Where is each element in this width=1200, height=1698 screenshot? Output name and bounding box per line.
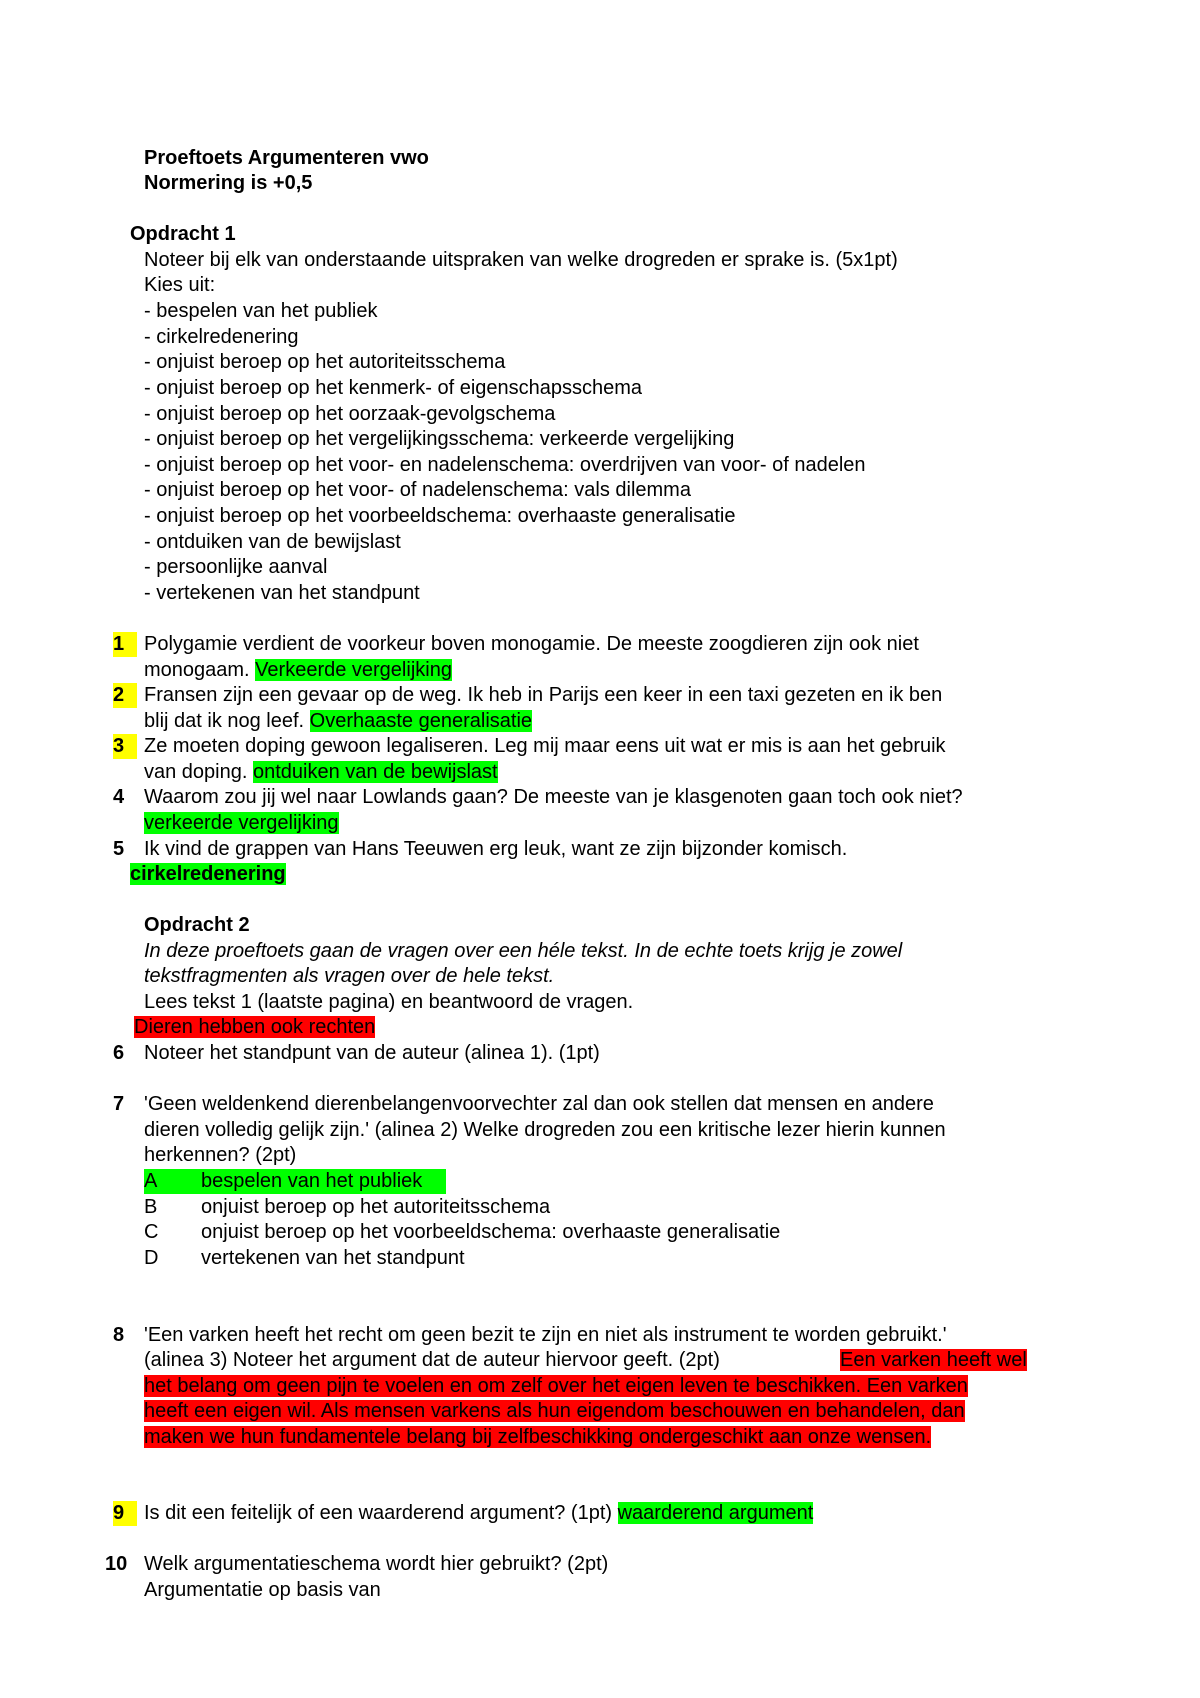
choice-letter: B [144, 1196, 158, 1218]
option-item: - onjuist beroep op het autoriteitsschema [144, 351, 506, 373]
option-item: - onjuist beroep op het kenmerk- of eigenschapsschema [144, 377, 643, 399]
answer-highlight: Dieren hebben ook rechten [134, 1016, 376, 1038]
question-number: 4 [113, 786, 125, 808]
answer-highlight: verkeerde vergelijking [144, 812, 339, 834]
option-item: - onjuist beroep op het oorzaak-gevolgschema [144, 403, 556, 425]
answer-highlight: maken we hun fundamentele belang bij zelfbeschikking ondergeschikt aan onze wensen. [144, 1426, 932, 1448]
question-number: 10 [105, 1553, 128, 1575]
choice-text: onjuist beroep op het autoriteitsschema [201, 1196, 551, 1218]
question-text-line2: van doping. [144, 761, 253, 783]
opdracht2-read: Lees tekst 1 (laatste pagina) en beantwoord de vragen. [144, 991, 634, 1013]
answer-highlight: ontduiken van de bewijslast [252, 761, 498, 783]
option-item: - vertekenen van het standpunt [144, 582, 420, 604]
question-text-cont: dieren volledig gelijk zijn.' (alinea 2) Welke drogreden zou een kritische lezer hierin kunnen [144, 1119, 946, 1141]
question-text-cont [130, 862, 286, 888]
question-text-line2: blij dat ik nog leef. [144, 710, 310, 732]
question-text: Ze moeten doping gewoon legaliseren. Leg mij maar eens uit wat er mis is aan het gebruik [144, 735, 946, 757]
question-number: 6 [113, 1042, 125, 1064]
option-item: - onjuist beroep op het voor- en nadelenschema: overdrijven van voor- of nadelen [144, 454, 866, 476]
question-text: Fransen zijn een gevaar op de weg. Ik heb in Parijs een keer in een taxi gezeten en ik ben [144, 684, 943, 706]
option-item: - onjuist beroep op het voorbeeldschema: overhaaste generalisatie [144, 505, 736, 527]
option-item: - cirkelredenering [144, 326, 299, 348]
opdracht1-instruction: Noteer bij elk van onderstaande uitspraken van welke drogreden er sprake is. (5x1pt) [144, 249, 898, 271]
option-item: - onjuist beroep op het vergelijkingsschema: verkeerde vergelijking [144, 428, 735, 450]
question-text: Polygamie verdient de voorkeur boven monogamie. De meeste zoogdieren zijn ook niet [144, 633, 919, 655]
answer-highlight: waarderend argument [617, 1502, 814, 1524]
option-item: - ontduiken van de bewijslast [144, 531, 401, 553]
question-text: Ik vind de grappen van Hans Teeuwen erg leuk, want ze zijn bijzonder komisch. [144, 838, 848, 860]
choice-letter: C [144, 1221, 159, 1243]
option-item: - persoonlijke aanval [144, 556, 328, 578]
question-number: 1 [113, 632, 137, 657]
answer-highlight: het belang om geen pijn te voelen en om zelf over het eigen leven te beschikken. Een varken [144, 1375, 968, 1397]
standpoint-answer-line [134, 1015, 375, 1041]
question-text [144, 1501, 813, 1527]
answer-highlight: cirkelredenering [130, 863, 286, 885]
question-text-cont [144, 709, 532, 735]
option-item: - onjuist beroep op het voor- of nadelenschema: vals dilemma [144, 479, 691, 501]
question-text: Welk argumentatieschema wordt hier gebruikt? (2pt) [144, 1553, 609, 1575]
choice-text: vertekenen van het standpunt [201, 1247, 465, 1269]
page-title: Proeftoets Argumenteren vwo [144, 147, 429, 169]
opdracht2-intro-cont: tekstfragmenten als vragen over de hele tekst. [144, 965, 555, 987]
answer-line [144, 1425, 931, 1451]
answer-highlight: Een varken heeft wel [840, 1349, 1027, 1371]
question-text-cont [144, 760, 498, 786]
question-text-cont [144, 811, 339, 837]
choice-text: bespelen van het publiek [201, 1170, 423, 1192]
question-number: 2 [113, 683, 137, 708]
choice-letter: D [144, 1247, 159, 1269]
opdracht1-choose: Kies uit: [144, 274, 216, 296]
question-text-cont: herkennen? (2pt) [144, 1144, 297, 1166]
question-text-cont: Argumentatie op basis van [144, 1579, 381, 1601]
opdracht1-heading: Opdracht 1 [130, 223, 236, 245]
choice-text: onjuist beroep op het voorbeeldschema: overhaaste generalisatie [201, 1221, 781, 1243]
question-text: Noteer het standpunt van de auteur (alinea 1). (1pt) [144, 1042, 600, 1064]
answer-highlight: Overhaaste generalisatie [309, 710, 533, 732]
question-text: 'Geen weldenkend dierenbelangenvoorvechter zal dan ook stellen dat mensen en andere [144, 1093, 934, 1115]
question-number: 8 [113, 1324, 125, 1346]
answer-highlight: Verkeerde vergelijking [255, 659, 452, 681]
answer-line [144, 1399, 965, 1425]
question-text-main: Is dit een feitelijk of een waarderend argument? (1pt) [144, 1502, 618, 1524]
question-number: 7 [113, 1093, 125, 1115]
question-text: 'Een varken heeft het recht om geen bezit te zijn en niet als instrument te worden gebruikt.' [144, 1324, 947, 1346]
question-number: 5 [113, 838, 125, 860]
opdracht2-heading: Opdracht 2 [144, 914, 250, 936]
question-text-cont: (alinea 3) Noteer het argument dat de auteur hiervoor geeft. (2pt) [144, 1349, 720, 1371]
opdracht2-intro: In deze proeftoets gaan de vragen over een héle tekst. In de echte toets krijg je zowel [144, 940, 903, 962]
option-item: - bespelen van het publiek [144, 300, 378, 322]
question-text-line2: monogaam. [144, 659, 256, 681]
answer-line [840, 1348, 1027, 1374]
answer-highlight: heeft een eigen wil. Als mensen varkens als hun eigendom beschouwen en behandelen, dan [144, 1400, 965, 1422]
question-text-cont [144, 658, 452, 684]
question-number: 3 [113, 734, 137, 759]
question-number: 9 [113, 1501, 137, 1526]
question-text: Waarom zou jij wel naar Lowlands gaan? De meeste van je klasgenoten gaan toch ook niet? [144, 786, 963, 808]
answer-line [144, 1374, 968, 1400]
norm-line: Normering is +0,5 [144, 172, 313, 194]
choice-letter: A [144, 1170, 158, 1192]
